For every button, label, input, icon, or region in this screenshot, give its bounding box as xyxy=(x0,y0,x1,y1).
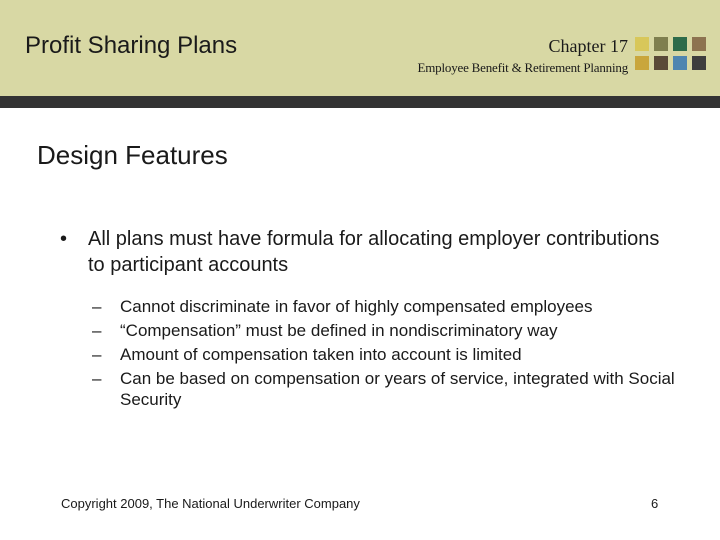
square-6 xyxy=(654,56,668,70)
sub-bullet-text: Can be based on compensation or years of service, integrated with Social Security xyxy=(120,369,675,409)
bullet-list xyxy=(60,226,680,413)
chapter-label: Chapter 17 xyxy=(548,36,628,56)
bullet-dot: • xyxy=(60,228,68,250)
sub-bullet-dash: – xyxy=(92,345,102,364)
header-band xyxy=(0,0,720,96)
square-5 xyxy=(635,56,649,70)
sub-bullet-item xyxy=(92,296,680,317)
square-1 xyxy=(635,37,649,51)
square-7 xyxy=(673,56,687,70)
sub-bullet-text: Amount of compensation taken into account is limited xyxy=(120,345,522,364)
course-label: Employee Benefit & Retirement Planning xyxy=(417,60,628,75)
square-2 xyxy=(654,37,668,51)
sub-bullet-item xyxy=(92,320,680,341)
deck-title: Profit Sharing Plans xyxy=(25,32,238,59)
header-divider-bar xyxy=(0,96,720,108)
copyright-notice: Copyright 2009, The National Underwriter Company xyxy=(61,496,360,511)
slide-title: Design Features xyxy=(37,140,228,170)
sub-bullet-list xyxy=(60,296,680,410)
sub-bullet-item xyxy=(92,368,680,410)
bullet-item xyxy=(60,226,680,278)
bullet-text: All plans must have formula for allocating employer contributions to participant accounts xyxy=(88,228,660,276)
sub-bullet-text: Cannot discriminate in favor of highly compensated employees xyxy=(120,297,593,316)
square-3 xyxy=(673,37,687,51)
decorative-squares xyxy=(635,37,715,71)
sub-bullet-dash: – xyxy=(92,321,102,340)
square-4 xyxy=(692,37,706,51)
sub-bullet-item xyxy=(92,344,680,365)
square-8 xyxy=(692,56,706,70)
sub-bullet-dash: – xyxy=(92,369,102,388)
sub-bullet-text: “Compensation” must be defined in nondiscriminatory way xyxy=(120,321,558,340)
sub-bullet-dash: – xyxy=(92,297,102,316)
page-number: 6 xyxy=(651,496,659,511)
